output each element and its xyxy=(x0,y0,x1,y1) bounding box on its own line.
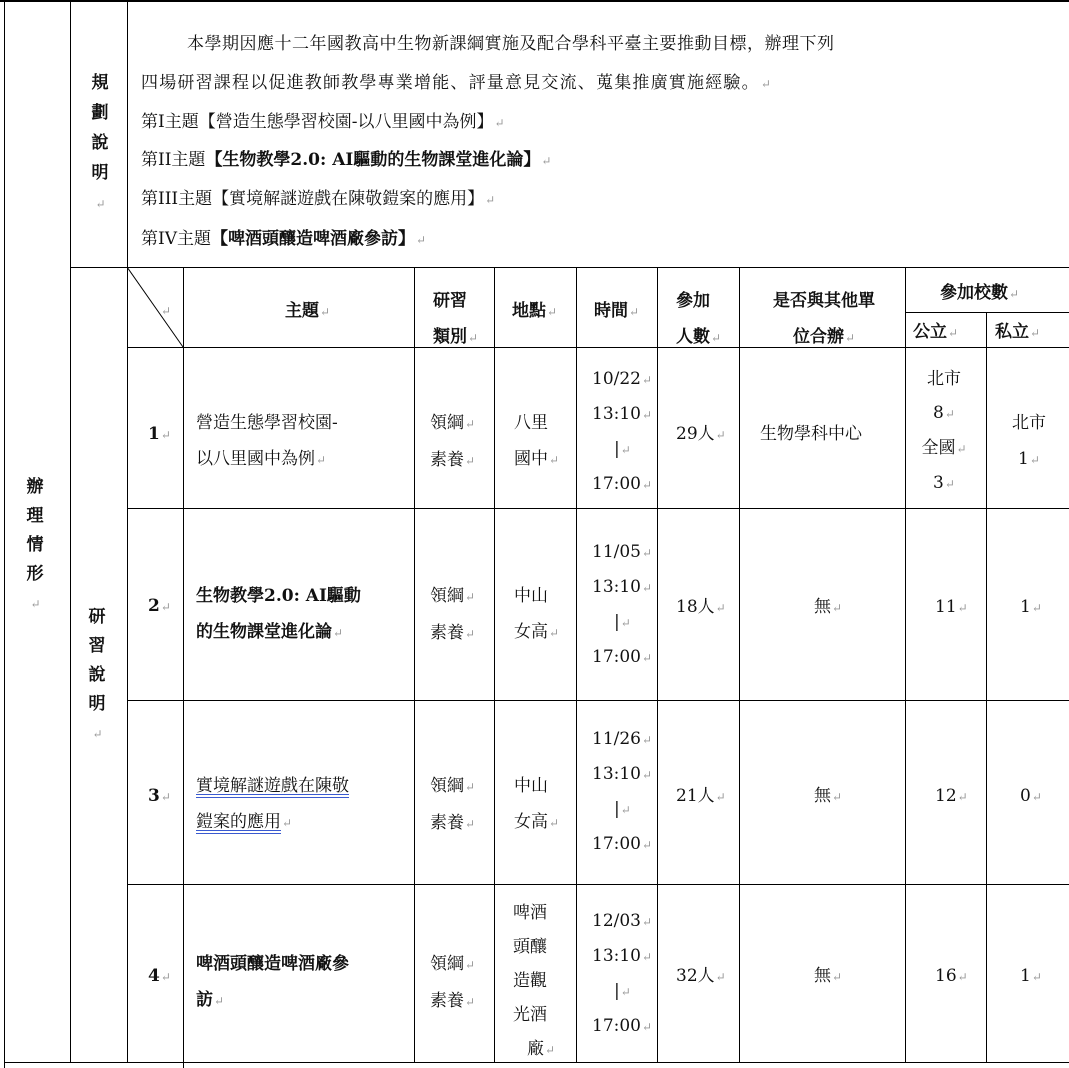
col-line-10 xyxy=(986,312,987,1062)
row-time: 11/26↵ 13:10↵ |↵ 17:00↵ xyxy=(592,729,653,854)
plan-theme-3: 第III主題【實境解謎遊戲在陳敬鎧案的應用】↵ xyxy=(141,189,496,209)
row-private: 1↵ xyxy=(1020,966,1042,986)
row-public: 12↵ xyxy=(935,786,968,806)
plan-theme-4: 第IV主題【啤酒頭釀造啤酒廠參訪】↵ xyxy=(141,229,427,249)
plan-theme-1: 第I主題【營造生態學習校園-以八里國中為例】↵ xyxy=(141,112,505,132)
row-public: 北市 8↵ 全國↵ 3↵ xyxy=(921,369,967,493)
row-number: 3↵ xyxy=(148,786,171,806)
row-location: 八里 國中↵ xyxy=(514,413,560,469)
table-border-left xyxy=(4,0,5,1068)
row-private: 北市 1↵ xyxy=(1012,413,1046,469)
row-location: 中山 女高↵ xyxy=(514,586,560,642)
col-line-8 xyxy=(739,267,740,1062)
row-location: 啤酒 頭釀 造觀 光酒 廠↵ xyxy=(513,903,556,1059)
col-line-4 xyxy=(414,267,415,1062)
row-line-header xyxy=(127,347,1069,348)
plan-intro-line1: 本學期因應十二年國教高中生物新課綱實施及配合學科平臺主要推動目標，辦理下列 xyxy=(187,34,835,54)
study-label: 研 習 說 明↵ xyxy=(88,607,106,741)
row-location: 中山 女高↵ xyxy=(514,776,560,832)
row-private: 0↵ xyxy=(1020,786,1042,806)
row-joint: 無↵ xyxy=(814,966,843,986)
header-participants: 參加 人數↵ xyxy=(676,291,722,347)
header-diagonal-line xyxy=(127,267,184,348)
row-category: 領綱↵ 素養↵ xyxy=(430,586,476,643)
row-line-schools xyxy=(905,312,1069,313)
header-corner-mark: ↵ xyxy=(161,304,172,318)
row-participants: 21人↵ xyxy=(676,786,726,806)
row-number: 1↵ xyxy=(148,424,171,444)
plan-theme-2: 第II主題【生物教學2.0: AI驅動的生物課堂進化論】↵ xyxy=(141,150,552,170)
row-topic: 生物教學2.0: AI驅動 的生物課堂進化論↵ xyxy=(196,586,361,642)
row-private: 1↵ xyxy=(1020,597,1042,617)
row-joint: 生物學科中心 xyxy=(760,424,862,444)
col-line-3 xyxy=(183,267,184,1068)
row-joint: 無↵ xyxy=(814,597,843,617)
row-participants: 32人↵ xyxy=(676,966,726,986)
col-line-5 xyxy=(494,267,495,1062)
row-number: 4↵ xyxy=(148,966,171,986)
row-line-plan xyxy=(70,267,1069,268)
header-time: 時間↵ xyxy=(594,301,640,321)
col-line-7 xyxy=(657,267,658,1062)
row-category: 領綱↵ 素養↵ xyxy=(430,954,476,1011)
row-joint: 無↵ xyxy=(814,786,843,806)
row-time: 11/05↵ 13:10↵ |↵ 17:00↵ xyxy=(592,542,653,667)
row-public: 11↵ xyxy=(935,597,968,617)
row-line-3 xyxy=(127,884,1069,885)
row-time: 12/03↵ 13:10↵ |↵ 17:00↵ xyxy=(592,911,653,1036)
header-category: 研習 類別↵ xyxy=(433,291,479,347)
row-participants: 29人↵ xyxy=(676,424,726,444)
header-public: 公立↵ xyxy=(913,322,959,342)
header-schools: 參加校數↵ xyxy=(940,283,1020,303)
row-category: 領綱↵ 素養↵ xyxy=(430,776,476,833)
plan-label: 規 劃 說 明↵ xyxy=(91,73,109,211)
header-topic: 主題↵ xyxy=(285,301,331,321)
table-border-top xyxy=(0,0,1069,2)
row-topic: 營造生態學習校園- 以八里國中為例↵ xyxy=(196,413,338,469)
header-private: 私立↵ xyxy=(995,322,1041,342)
col-line-6 xyxy=(576,267,577,1062)
col-line-9 xyxy=(905,267,906,1062)
outer-label: 辦 理 情 形↵ xyxy=(26,477,44,611)
header-joint: 是否與其他單 位合辦↵ xyxy=(773,291,875,347)
row-line-2 xyxy=(127,700,1069,701)
row-time: 10/22↵ 13:10↵ |↵ 17:00↵ xyxy=(592,369,653,494)
col-line-1 xyxy=(70,0,71,1062)
row-topic: 實境解謎遊戲在陳敬 鎧案的應用↵ xyxy=(196,776,349,832)
row-public: 16↵ xyxy=(935,966,968,986)
header-location: 地點↵ xyxy=(512,301,558,321)
row-participants: 18人↵ xyxy=(676,597,726,617)
row-topic: 啤酒頭釀造啤酒廠參 訪↵ xyxy=(196,954,349,1010)
row-category: 領綱↵ 素養↵ xyxy=(430,413,476,470)
plan-intro-line2: 四場研習課程以促進教師教學專業增能、評量意見交流、蒐集推廣實施經驗。↵ xyxy=(141,73,773,93)
col-line-2 xyxy=(127,0,128,1062)
row-line-1 xyxy=(127,508,1069,509)
row-number: 2↵ xyxy=(148,596,171,616)
